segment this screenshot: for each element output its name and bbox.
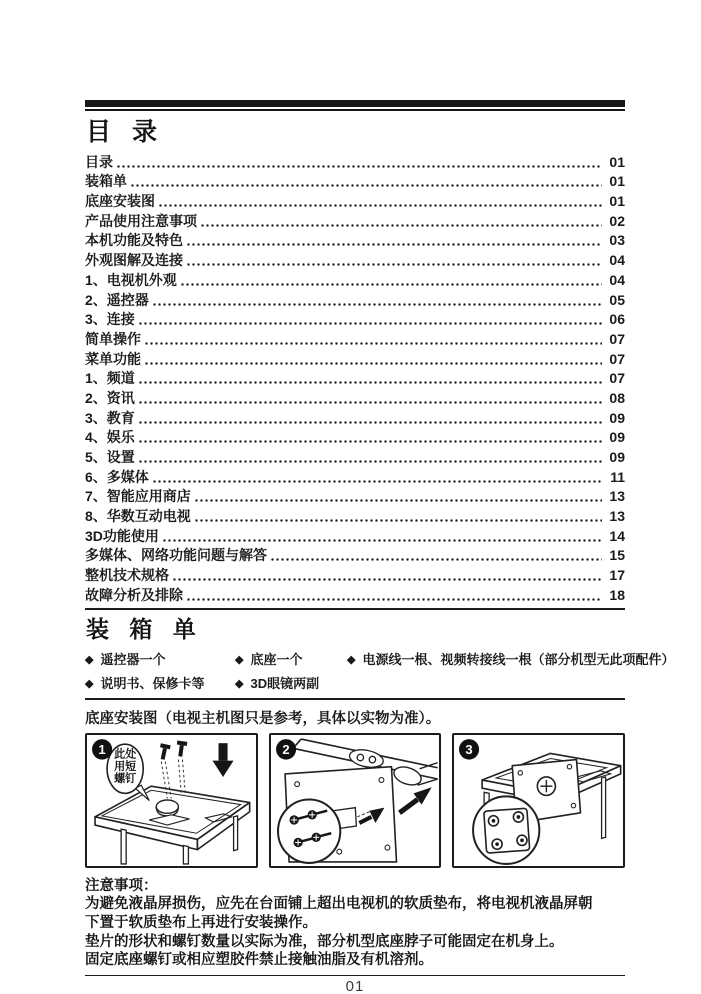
toc-entry-label: 底座安装图 bbox=[85, 193, 155, 210]
packing-item-label: 电源线一根、视频转接线一根（部分机型无此项配件） bbox=[362, 651, 675, 667]
toc-entry bbox=[85, 368, 625, 388]
toc-entry-page: 09 bbox=[609, 429, 625, 446]
toc-entry bbox=[85, 505, 625, 525]
toc-dots-leader bbox=[158, 203, 602, 208]
toc-entry-page: 04 bbox=[609, 252, 625, 269]
note-line: 为避免液晶屏损伤，应先在台面铺上超出电视机的软质垫布，将电视机液晶屏朝 bbox=[85, 896, 593, 913]
magnifier-circle bbox=[278, 799, 340, 862]
notes-lines bbox=[85, 895, 625, 969]
diamond-bullet-icon: ◆ bbox=[235, 677, 244, 690]
toc-entry-label: 1、电视机外观 bbox=[85, 271, 177, 288]
toc-entry-page: 06 bbox=[609, 311, 625, 328]
toc-dots-leader bbox=[186, 242, 602, 247]
toc-entry-label: 简单操作 bbox=[85, 330, 141, 347]
toc-entry bbox=[85, 427, 625, 447]
toc-entry-page: 13 bbox=[609, 488, 625, 505]
toc-entry bbox=[85, 328, 625, 348]
toc-entry-label: 3D功能使用 bbox=[85, 527, 159, 544]
toc-entry-label: 4、娱乐 bbox=[85, 429, 135, 446]
toc-entry-label: 3、教育 bbox=[85, 409, 135, 426]
packing-list-title: 装 箱 单 bbox=[86, 615, 203, 642]
toc-dots-leader bbox=[194, 518, 602, 523]
toc-entry-page: 08 bbox=[609, 389, 625, 406]
section-divider bbox=[85, 608, 625, 610]
toc-entry-page: 15 bbox=[609, 547, 625, 564]
toc-entry-page: 07 bbox=[609, 370, 625, 387]
toc-entry-page: 01 bbox=[609, 173, 625, 190]
toc-entry bbox=[85, 466, 625, 486]
packing-item-label: 3D眼镜两副 bbox=[250, 675, 320, 691]
toc-entry-label: 3、连接 bbox=[85, 311, 135, 328]
packing-item bbox=[347, 649, 674, 668]
toc-dots-leader bbox=[180, 282, 602, 287]
toc-entry bbox=[85, 309, 625, 329]
toc-dots-leader bbox=[144, 341, 602, 346]
toc-dots-leader bbox=[138, 321, 602, 326]
install-step-3-panel bbox=[452, 733, 625, 868]
install-step-2-diagram bbox=[271, 735, 440, 866]
toc-entry bbox=[85, 269, 625, 289]
toc-entry bbox=[85, 407, 625, 427]
toc-entry-label: 产品使用注意事项 bbox=[85, 212, 197, 229]
toc-entry-label: 菜单功能 bbox=[85, 350, 141, 367]
toc-dots-leader bbox=[144, 361, 602, 366]
toc-entry bbox=[85, 564, 625, 584]
toc-entry bbox=[85, 249, 625, 269]
toc-entry bbox=[85, 446, 625, 466]
toc-entry-label: 装箱单 bbox=[85, 173, 127, 190]
plate-detail bbox=[484, 808, 530, 853]
insert-arrow-icon bbox=[399, 787, 431, 813]
toc-entry-page: 09 bbox=[609, 409, 625, 426]
toc-list bbox=[85, 151, 625, 604]
toc-entry-label: 2、资讯 bbox=[85, 389, 135, 406]
toc-entry-page: 17 bbox=[609, 567, 625, 584]
step-number: 3 bbox=[465, 741, 474, 757]
toc-entry-label: 多媒体、网络功能问题与解答 bbox=[85, 547, 267, 564]
screw-icon bbox=[175, 740, 187, 757]
packing-item bbox=[235, 673, 347, 692]
toc-dots-leader bbox=[138, 400, 602, 405]
page-content bbox=[85, 0, 675, 994]
toc-dots-leader bbox=[162, 538, 602, 543]
toc-entry-label: 外观图解及连接 bbox=[85, 252, 183, 269]
toc-entry-label: 整机技术规格 bbox=[85, 567, 169, 584]
page-number: 01 bbox=[345, 977, 365, 994]
toc-entry-label: 5、设置 bbox=[85, 449, 135, 465]
toc-entry-label: 7、智能应用商店 bbox=[85, 488, 191, 505]
note-line: 固定底座螺钉或相应塑胶件禁止接触油脂及有机溶剂。 bbox=[85, 952, 433, 969]
install-step-2-panel bbox=[269, 733, 442, 868]
toc-entry bbox=[85, 584, 625, 604]
short-screw-callout-bubble bbox=[107, 744, 149, 800]
diamond-bullet-icon: ◆ bbox=[347, 653, 356, 666]
screw-icon bbox=[158, 743, 171, 760]
toc-entry-label: 故障分析及排除 bbox=[85, 586, 183, 603]
packing-item bbox=[85, 673, 235, 692]
bubble-text-line: 用短 bbox=[114, 760, 137, 773]
toc-entry-page: 09 bbox=[609, 449, 625, 465]
toc-entry bbox=[85, 171, 625, 191]
stand-neck bbox=[156, 800, 178, 816]
bubble-text-line: 螺钉 bbox=[114, 772, 137, 785]
bubble-text-line: 此处 bbox=[114, 748, 137, 761]
toc-dots-leader bbox=[172, 577, 602, 582]
down-arrow-icon bbox=[212, 743, 233, 777]
toc-entry bbox=[85, 486, 625, 506]
section-divider bbox=[85, 698, 625, 700]
toc-entry-page: 14 bbox=[609, 527, 625, 544]
note-line: 下置于软质垫布上再进行安装操作。 bbox=[85, 915, 317, 931]
footer-rule bbox=[85, 975, 625, 976]
toc-entry-label: 目录 bbox=[85, 153, 113, 170]
install-step-1-diagram bbox=[87, 735, 256, 866]
diamond-bullet-icon: ◆ bbox=[235, 653, 244, 666]
packing-item bbox=[85, 649, 235, 668]
install-step-3-diagram bbox=[454, 735, 623, 866]
toc-entry bbox=[85, 230, 625, 250]
toc-entry-page: 02 bbox=[609, 212, 625, 229]
toc-entry bbox=[85, 151, 625, 171]
toc-dots-leader bbox=[186, 262, 602, 267]
toc-entry-page: 01 bbox=[609, 193, 625, 210]
toc-entry-label: 8、华数互动电视 bbox=[85, 508, 191, 525]
toc-dots-leader bbox=[270, 557, 602, 562]
toc-dots-leader bbox=[200, 223, 602, 228]
toc-entry bbox=[85, 387, 625, 407]
packing-item-label: 遥控器一个 bbox=[100, 651, 166, 667]
toc-entry bbox=[85, 210, 625, 230]
toc-entry-page: 04 bbox=[609, 271, 625, 288]
header-thick-rule bbox=[85, 100, 625, 107]
header-thin-rule bbox=[85, 109, 625, 111]
toc-entry bbox=[85, 348, 625, 368]
toc-entry-page: 07 bbox=[609, 350, 625, 367]
toc-dots-leader bbox=[138, 420, 602, 425]
toc-entry bbox=[85, 525, 625, 545]
install-diagrams bbox=[85, 733, 625, 868]
toc-entry-label: 1、频道 bbox=[85, 370, 135, 387]
toc-dots-leader bbox=[138, 459, 602, 464]
toc-entry bbox=[85, 289, 625, 309]
toc-entry-label: 本机功能及特色 bbox=[85, 232, 183, 249]
toc-dots-leader bbox=[130, 183, 602, 188]
packing-list bbox=[85, 649, 675, 692]
toc-dots-leader bbox=[186, 597, 602, 602]
toc-entry-label: 6、多媒体 bbox=[85, 468, 149, 485]
toc-entry-page: 03 bbox=[609, 232, 625, 249]
packing-item-label: 说明书、保修卡等 bbox=[100, 675, 205, 691]
toc-entry-page: 13 bbox=[609, 508, 625, 525]
packing-item-label: 底座一个 bbox=[250, 651, 303, 667]
notes-section bbox=[85, 877, 625, 970]
toc-dots-leader bbox=[138, 439, 602, 444]
install-step-1-panel bbox=[85, 733, 258, 868]
notes-title: 注意事项： bbox=[85, 877, 158, 894]
toc-entry bbox=[85, 545, 625, 565]
toc-entry bbox=[85, 190, 625, 210]
toc-dots-leader bbox=[138, 380, 602, 385]
toc-dots-leader bbox=[152, 302, 602, 307]
step-number: 2 bbox=[282, 741, 290, 757]
step-number: 1 bbox=[98, 741, 106, 757]
diamond-bullet-icon: ◆ bbox=[85, 677, 94, 690]
packing-item bbox=[235, 649, 347, 668]
toc-entry-page: 05 bbox=[609, 291, 625, 308]
toc-entry-page: 07 bbox=[609, 330, 625, 347]
note-line: 垫片的形状和螺钉数量以实际为准，部分机型底座脖子可能固定在机身上。 bbox=[85, 933, 564, 950]
diamond-bullet-icon: ◆ bbox=[85, 653, 94, 666]
toc-entry-label: 2、遥控器 bbox=[85, 291, 149, 308]
header-double-rule bbox=[85, 100, 625, 111]
toc-dots-leader bbox=[152, 479, 602, 484]
toc-entry-page: 11 bbox=[610, 468, 625, 485]
toc-entry-page: 18 bbox=[609, 586, 625, 603]
toc-dots-leader bbox=[116, 164, 602, 169]
toc-entry-page: 01 bbox=[609, 153, 625, 170]
toc-title: 目 录 bbox=[86, 118, 164, 146]
hinge-detail bbox=[348, 747, 385, 770]
install-caption: 底座安装图（电视主机图只是参考，具体以实物为准）。 bbox=[85, 710, 441, 727]
toc-dots-leader bbox=[194, 498, 602, 503]
